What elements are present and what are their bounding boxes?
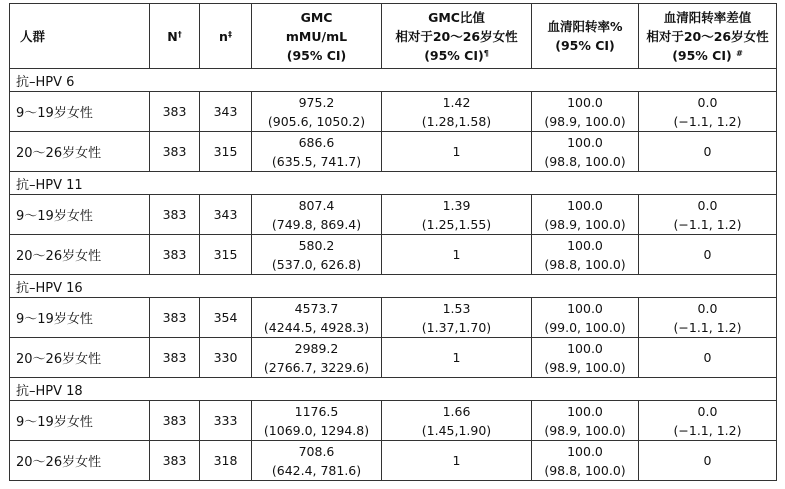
cell-n-value: 315 xyxy=(213,247,238,262)
cell-seroconversion xyxy=(532,132,639,172)
cell-seroconversion-value: 100.0 xyxy=(567,443,603,459)
cell-seroconversion-ci: (98.8, 100.0) xyxy=(544,256,626,272)
cell-seroconversion-diff xyxy=(639,441,777,481)
cell-seroconversion-diff-value: 0 xyxy=(703,453,712,468)
cell-n xyxy=(200,132,252,172)
cell-seroconversion-value: 100.0 xyxy=(567,94,603,110)
cell-gmc xyxy=(252,92,382,132)
cell-seroconversion-ci: (98.9, 100.0) xyxy=(544,422,626,438)
cell-seroconversion-diff-ci: (−1.1, 1.2) xyxy=(673,113,742,129)
cell-seroconversion-ci: (98.9, 100.0) xyxy=(544,113,626,129)
cell-seroconversion-diff xyxy=(639,195,777,235)
cell-seroconversion xyxy=(532,401,639,441)
row-label: 20～26岁女性 xyxy=(10,235,150,275)
cell-gmc xyxy=(252,298,382,338)
cell-gmc-ratio-ci: (1.37,1.70) xyxy=(421,319,492,335)
cell-seroconversion xyxy=(532,195,639,235)
cell-gmc xyxy=(252,401,382,441)
table-row xyxy=(10,298,777,338)
cell-seroconversion-diff-value: 0.0 xyxy=(697,403,718,419)
cell-n-value: 333 xyxy=(213,413,238,428)
cell-seroconversion-ci: (98.8, 100.0) xyxy=(544,153,626,169)
cell-N xyxy=(150,401,200,441)
header-group: 人群 xyxy=(10,4,150,69)
cell-n xyxy=(200,441,252,481)
row-label: 20～26岁女性 xyxy=(10,338,150,378)
cell-gmc-ratio-value: 1 xyxy=(452,350,461,365)
header-N-footnote: † xyxy=(177,29,182,39)
cell-gmc xyxy=(252,195,382,235)
cell-n-value: 354 xyxy=(213,310,238,325)
cell-gmc-ratio-ci: (1.45,1.90) xyxy=(421,422,492,438)
cell-seroconversion xyxy=(532,441,639,481)
cell-seroconversion-diff xyxy=(639,338,777,378)
cell-gmc xyxy=(252,235,382,275)
cell-N xyxy=(150,92,200,132)
cell-seroconversion-value: 100.0 xyxy=(567,237,603,253)
cell-seroconversion xyxy=(532,92,639,132)
cell-seroconversion-value: 100.0 xyxy=(567,134,603,150)
cell-n xyxy=(200,195,252,235)
cell-gmc-value: 2989.2 xyxy=(294,340,339,356)
row-label: 9～19岁女性 xyxy=(10,92,150,132)
cell-gmc-ratio xyxy=(382,132,532,172)
header-diff-footnote: # xyxy=(736,48,743,58)
cell-seroconversion-value: 100.0 xyxy=(567,403,603,419)
cell-N-value: 383 xyxy=(162,207,187,222)
cell-gmc-ci: (749.8, 869.4) xyxy=(271,216,362,232)
cell-gmc-ci: (642.4, 781.6) xyxy=(271,462,362,478)
header-n: n‡ xyxy=(200,4,252,69)
cell-gmc-ci: (4244.5, 4928.3) xyxy=(263,319,370,335)
cell-N-value: 383 xyxy=(162,247,187,262)
cell-gmc-ci: (1069.0, 1294.8) xyxy=(263,422,370,438)
table-row xyxy=(10,235,777,275)
row-label: 9～19岁女性 xyxy=(10,298,150,338)
table-row xyxy=(10,338,777,378)
cell-gmc-value: 580.2 xyxy=(298,237,335,253)
cell-N xyxy=(150,441,200,481)
row-label: 9～19岁女性 xyxy=(10,401,150,441)
table-row xyxy=(10,195,777,235)
cell-n xyxy=(200,235,252,275)
cell-seroconversion-diff-ci: (−1.1, 1.2) xyxy=(673,422,742,438)
cell-seroconversion-diff xyxy=(639,92,777,132)
cell-seroconversion-diff-value: 0.0 xyxy=(697,197,718,213)
cell-seroconversion-ci: (99.0, 100.0) xyxy=(544,319,626,335)
cell-gmc-ratio xyxy=(382,298,532,338)
cell-gmc-ratio xyxy=(382,441,532,481)
cell-N-value: 383 xyxy=(162,413,187,428)
cell-n-value: 343 xyxy=(213,104,238,119)
cell-n-value: 318 xyxy=(213,453,238,468)
cell-gmc-ratio-value: 1.42 xyxy=(442,94,471,110)
cell-gmc-ratio-ci: (1.28,1.58) xyxy=(421,113,492,129)
cell-N-value: 383 xyxy=(162,104,187,119)
cell-seroconversion-diff-value: 0 xyxy=(703,144,712,159)
row-label: 9～19岁女性 xyxy=(10,195,150,235)
cell-N xyxy=(150,132,200,172)
cell-gmc-ratio xyxy=(382,195,532,235)
group-label: 抗–HPV 18 xyxy=(10,378,777,401)
cell-seroconversion-ci: (98.8, 100.0) xyxy=(544,462,626,478)
cell-n xyxy=(200,92,252,132)
group-label: 抗–HPV 11 xyxy=(10,172,777,195)
cell-gmc-ratio-value: 1 xyxy=(452,453,461,468)
cell-seroconversion-ci: (98.9, 100.0) xyxy=(544,359,626,375)
cell-seroconversion-diff-value: 0.0 xyxy=(697,94,718,110)
cell-gmc-ratio-value: 1.66 xyxy=(442,403,471,419)
header-seroconversion-diff: 血清阳转率差值 相对于20～26岁女性 (95% CI) # xyxy=(639,4,777,69)
cell-seroconversion-value: 100.0 xyxy=(567,300,603,316)
cell-gmc xyxy=(252,338,382,378)
group-label: 抗–HPV 16 xyxy=(10,275,777,298)
cell-N xyxy=(150,338,200,378)
cell-seroconversion-diff-value: 0 xyxy=(703,247,712,262)
header-gmc-ratio-footnote: ¶ xyxy=(483,48,489,58)
cell-gmc-ci: (905.6, 1050.2) xyxy=(267,113,366,129)
group-label: 抗–HPV 6 xyxy=(10,69,777,92)
cell-seroconversion-diff xyxy=(639,298,777,338)
cell-gmc-ratio-value: 1 xyxy=(452,144,461,159)
cell-gmc-value: 1176.5 xyxy=(294,403,339,419)
cell-seroconversion-diff xyxy=(639,132,777,172)
cell-seroconversion-diff xyxy=(639,401,777,441)
cell-gmc-ratio-value: 1.39 xyxy=(442,197,471,213)
cell-N-value: 383 xyxy=(162,144,187,159)
table-row xyxy=(10,401,777,441)
table-row xyxy=(10,441,777,481)
cell-gmc-value: 975.2 xyxy=(298,94,335,110)
cell-seroconversion xyxy=(532,235,639,275)
cell-gmc-value: 807.4 xyxy=(298,197,335,213)
cell-gmc-ratio xyxy=(382,235,532,275)
cell-gmc-ratio xyxy=(382,401,532,441)
table-row xyxy=(10,92,777,132)
row-label: 20～26岁女性 xyxy=(10,441,150,481)
cell-n xyxy=(200,338,252,378)
cell-n xyxy=(200,401,252,441)
cell-gmc xyxy=(252,441,382,481)
cell-N-value: 383 xyxy=(162,453,187,468)
cell-gmc-ratio xyxy=(382,92,532,132)
cell-seroconversion-diff-ci: (−1.1, 1.2) xyxy=(673,319,742,335)
cell-seroconversion-diff-ci: (−1.1, 1.2) xyxy=(673,216,742,232)
header-n-footnote: ‡ xyxy=(227,29,232,39)
group-row xyxy=(10,275,777,298)
cell-gmc xyxy=(252,132,382,172)
cell-gmc-value: 4573.7 xyxy=(294,300,339,316)
cell-n-value: 315 xyxy=(213,144,238,159)
header-N: N† xyxy=(150,4,200,69)
cell-seroconversion-value: 100.0 xyxy=(567,197,603,213)
cell-seroconversion-diff-value: 0 xyxy=(703,350,712,365)
cell-seroconversion-value: 100.0 xyxy=(567,340,603,356)
cell-gmc-ratio-value: 1.53 xyxy=(442,300,471,316)
cell-seroconversion-ci: (98.9, 100.0) xyxy=(544,216,626,232)
cell-gmc-ci: (537.0, 626.8) xyxy=(271,256,362,272)
table-row xyxy=(10,132,777,172)
cell-seroconversion xyxy=(532,298,639,338)
header-row xyxy=(10,4,777,69)
header-seroconversion: 血清阳转率% (95% CI) xyxy=(532,4,639,69)
cell-n xyxy=(200,298,252,338)
cell-gmc-ratio-ci: (1.25,1.55) xyxy=(421,216,492,232)
group-row xyxy=(10,378,777,401)
cell-gmc-ci: (635.5, 741.7) xyxy=(271,153,362,169)
cell-n-value: 330 xyxy=(213,350,238,365)
immunogenicity-table xyxy=(9,3,777,481)
cell-seroconversion xyxy=(532,338,639,378)
group-row xyxy=(10,69,777,92)
cell-gmc-ratio xyxy=(382,338,532,378)
cell-seroconversion-diff-value: 0.0 xyxy=(697,300,718,316)
cell-gmc-value: 686.6 xyxy=(298,134,335,150)
cell-n-value: 343 xyxy=(213,207,238,222)
cell-gmc-ratio-value: 1 xyxy=(452,247,461,262)
cell-gmc-ci: (2766.7, 3229.6) xyxy=(263,359,370,375)
cell-seroconversion-diff xyxy=(639,235,777,275)
row-label: 20～26岁女性 xyxy=(10,132,150,172)
cell-N xyxy=(150,195,200,235)
cell-N xyxy=(150,235,200,275)
cell-N xyxy=(150,298,200,338)
cell-N-value: 383 xyxy=(162,310,187,325)
header-gmc: GMC mMU/mL (95% CI) xyxy=(252,4,382,69)
cell-gmc-value: 708.6 xyxy=(298,443,335,459)
cell-N-value: 383 xyxy=(162,350,187,365)
group-row xyxy=(10,172,777,195)
header-gmc-ratio: GMC比值 相对于20～26岁女性 (95% CI)¶ xyxy=(382,4,532,69)
